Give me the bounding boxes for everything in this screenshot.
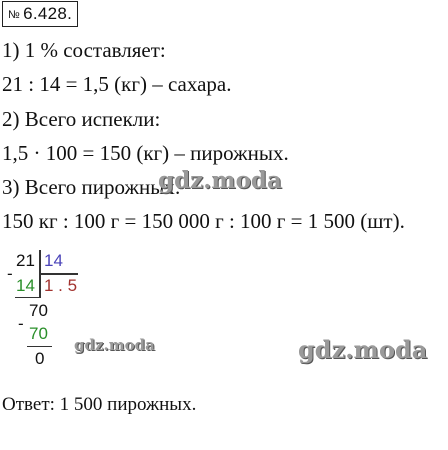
division-minus-2: - (18, 314, 24, 333)
division-minus: - (7, 264, 13, 283)
task-number: 6.428. (23, 4, 73, 23)
step-3-heading: 3) Всего пирожных: (2, 175, 181, 199)
subtraction-line-2 (27, 346, 52, 347)
final-remainder: 0 (35, 349, 45, 368)
watermark: gdz.moda (158, 167, 282, 194)
watermark: gdz.moda (74, 336, 155, 354)
remainder: 70 (29, 301, 48, 320)
subtraction-line-1 (15, 297, 40, 298)
task-number-box (2, 1, 78, 27)
dividend: 21 (16, 251, 35, 270)
step-2-heading: 2) Всего испекли: (2, 107, 161, 131)
step-3-calc: 150 кг : 100 г = 150 000 г : 100 г = 1 500 (шт). (2, 209, 405, 233)
quotient: 1 . 5 (44, 276, 78, 295)
step-2-calc: 1,5 · 100 = 150 (кг) – пирожных. (2, 141, 289, 165)
subtrahend-2: 70 (29, 324, 48, 343)
subtrahend: 14 (16, 276, 35, 295)
number-sign: № (8, 9, 21, 21)
step-1-heading: 1) 1 % составляет: (2, 38, 166, 62)
divisor: 14 (44, 251, 63, 270)
watermark: gdz.moda (298, 335, 428, 364)
answer-line: Ответ: 1 500 пирожных. (2, 394, 197, 415)
step-1-calc: 21 : 14 = 1,5 (кг) – сахара. (2, 72, 232, 96)
division-horizontal-line (40, 273, 78, 275)
